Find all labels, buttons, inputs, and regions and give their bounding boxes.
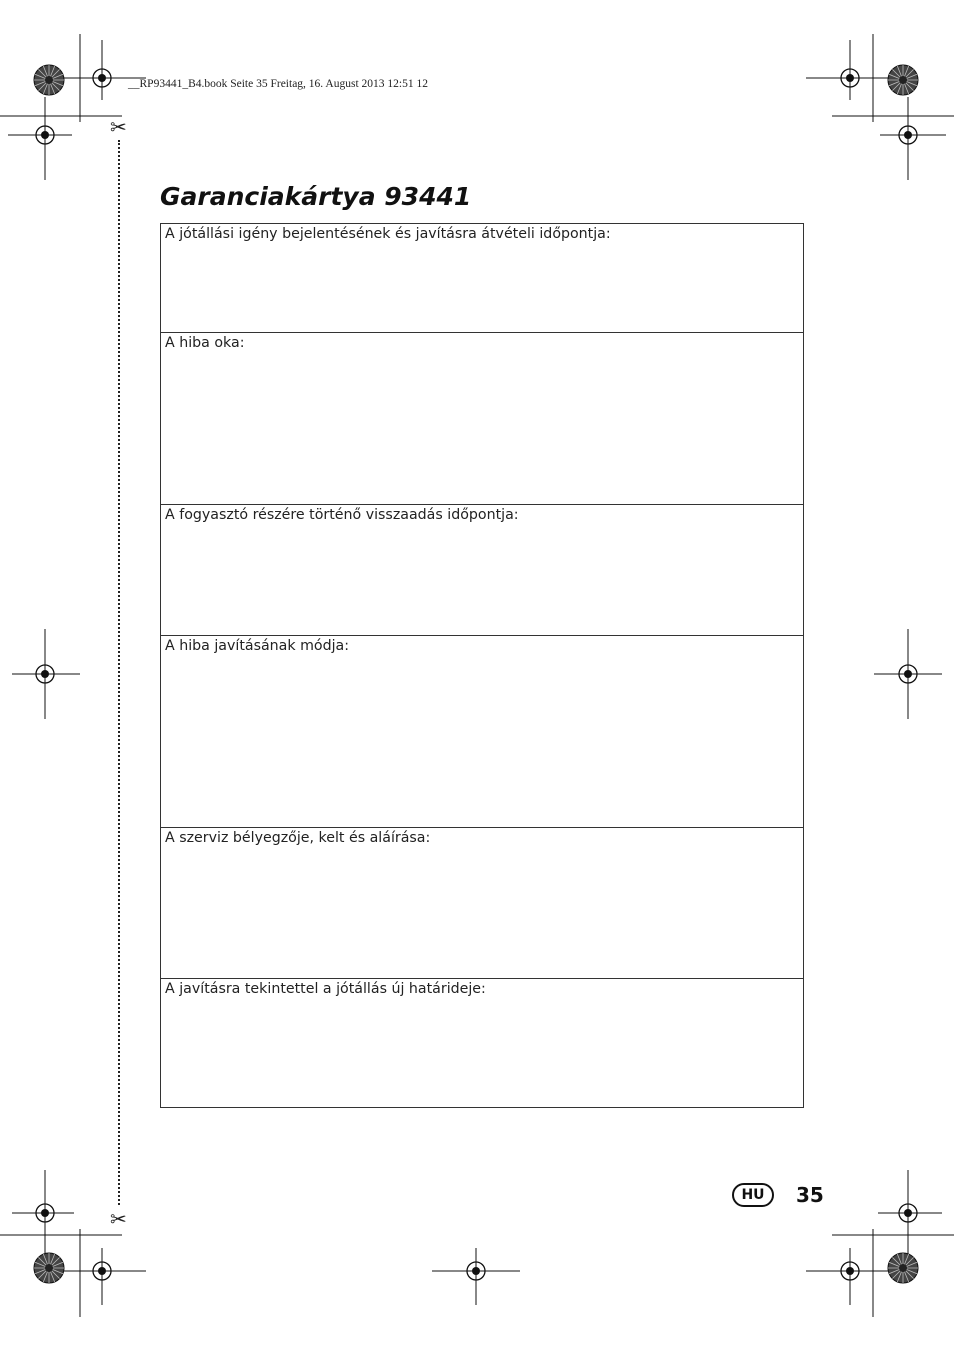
crosshair-icon: [87, 63, 117, 93]
crosshair-icon: [893, 120, 923, 150]
crosshair-icon: [893, 659, 923, 689]
form-row-label: A jótállási igény bejelentésének és javításra átvételi időpontja:: [165, 226, 611, 242]
color-wheel-icon: [34, 65, 64, 95]
color-wheel-icon: [888, 1253, 918, 1283]
form-row-new-deadline[interactable]: [161, 979, 803, 1107]
crosshair-icon: [30, 659, 60, 689]
form-row-label: A javításra tekintettel a jótállás új határideje:: [165, 981, 486, 997]
crosshair-icon: [87, 1256, 117, 1286]
form-row-label: A szerviz bélyegzője, kelt és aláírása:: [165, 830, 431, 846]
page-title: Garanciakártya 93441: [160, 182, 472, 211]
form-row-repair-method[interactable]: [161, 636, 803, 828]
form-row-label: A fogyasztó részére történő visszaadás időpontja:: [165, 507, 519, 523]
color-wheel-icon: [34, 1253, 64, 1283]
form-row-service-stamp[interactable]: [161, 828, 803, 979]
scissors-icon: ✂: [110, 115, 127, 139]
page-number: 35: [796, 1183, 824, 1207]
form-row-label: A hiba javításának módja:: [165, 638, 350, 654]
crosshair-icon: [835, 63, 865, 93]
form-row-label: A hiba oka:: [165, 335, 245, 351]
color-wheel-icon: [888, 65, 918, 95]
crosshair-icon: [30, 120, 60, 150]
crosshair-icon: [461, 1256, 491, 1286]
cut-line: [118, 140, 120, 1205]
form-row-return-date[interactable]: [161, 505, 803, 636]
scissors-icon: ✂: [110, 1207, 127, 1231]
print-file-info: __RP93441_B4.book Seite 35 Freitag, 16. August 2013 12:51 12: [128, 78, 428, 90]
crosshair-icon: [835, 1256, 865, 1286]
warranty-form: [160, 223, 804, 1108]
crosshair-icon: [30, 1198, 60, 1228]
language-badge: HU: [732, 1183, 774, 1207]
form-row-claim-date[interactable]: [161, 224, 803, 333]
form-row-fault-cause[interactable]: [161, 333, 803, 505]
crosshair-icon: [893, 1198, 923, 1228]
